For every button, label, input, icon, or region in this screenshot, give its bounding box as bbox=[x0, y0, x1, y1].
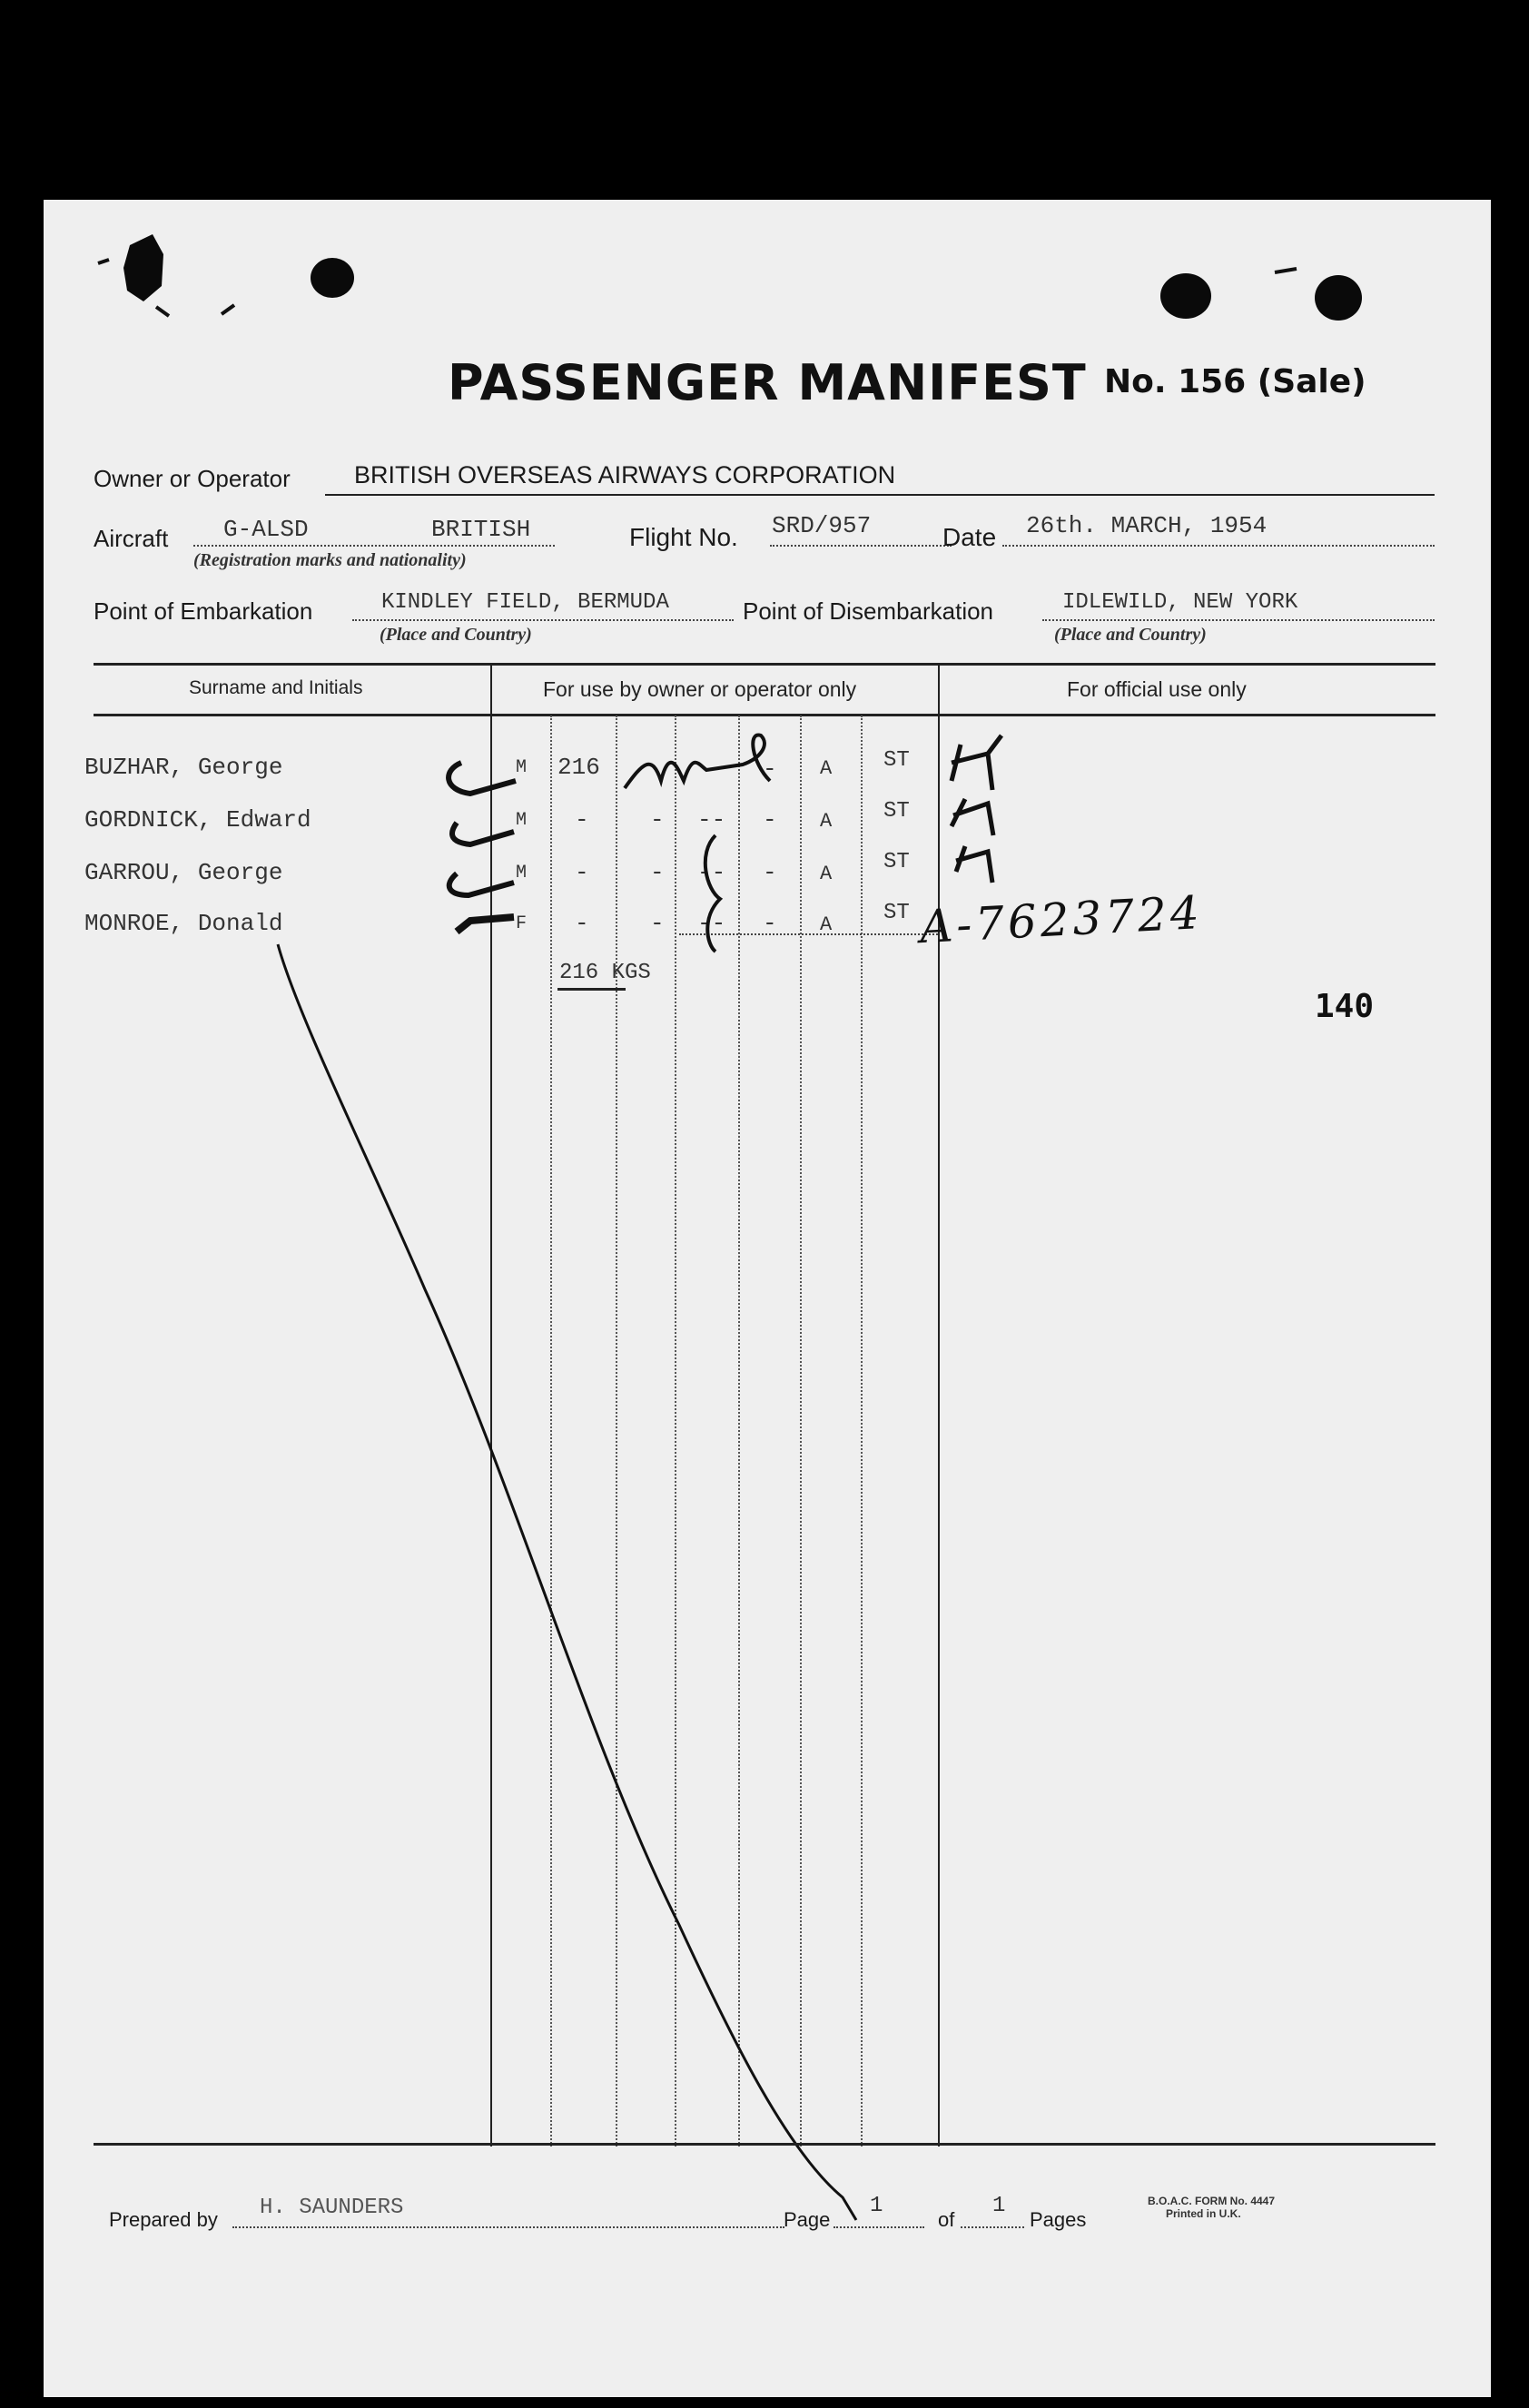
flight-number: SRD/957 bbox=[772, 512, 872, 539]
form-number: B.O.A.C. FORM No. 4447 bbox=[1148, 2195, 1276, 2207]
page-total-underline bbox=[961, 2226, 1024, 2228]
passenger-name: BUZHAR, George bbox=[84, 754, 283, 781]
handwritten-brace bbox=[705, 835, 720, 952]
handwritten-scribble bbox=[625, 735, 770, 788]
passenger-status: A bbox=[820, 913, 833, 936]
document-title: PASSENGER MANIFEST bbox=[448, 354, 1087, 411]
stamp-number: 140 bbox=[1315, 988, 1375, 1025]
passenger-weight: 216 bbox=[557, 754, 600, 781]
handwritten-marks bbox=[44, 200, 1491, 2397]
column-header-official-use: For official use only bbox=[1067, 677, 1247, 701]
passenger-weight: - bbox=[575, 806, 589, 834]
passenger-sex: F bbox=[516, 913, 528, 934]
check-mark bbox=[449, 873, 514, 895]
page-label: Page bbox=[784, 2208, 831, 2231]
passenger-weight: - bbox=[575, 910, 589, 937]
passenger-status: A bbox=[820, 863, 833, 885]
column-header-owner-use: For use by owner or operator only bbox=[543, 677, 857, 701]
manifest-document bbox=[44, 200, 1491, 2397]
disembarkation-value: IDLEWILD, NEW YORK bbox=[1062, 590, 1298, 615]
handwritten-official-note: A-7623724 bbox=[918, 885, 1204, 954]
check-mark bbox=[449, 763, 516, 794]
manifest-number: No. 156 (Sale) bbox=[1104, 363, 1366, 400]
embarkation-value: KINDLEY FIELD, BERMUDA bbox=[381, 590, 669, 615]
column-header-surname: Surname and Initials bbox=[189, 677, 363, 698]
passenger-col4: -- bbox=[697, 806, 726, 834]
passenger-type: ST bbox=[883, 901, 910, 925]
handwritten-initials bbox=[952, 799, 993, 835]
date-label: Date bbox=[942, 523, 997, 551]
embarkation-caption: (Place and Country) bbox=[380, 625, 532, 645]
prepared-by-value: H. SAUNDERS bbox=[260, 2196, 404, 2220]
passenger-col5: - bbox=[763, 859, 777, 886]
disembarkation-caption: (Place and Country) bbox=[1054, 625, 1207, 645]
handwritten-initials bbox=[952, 735, 1001, 790]
passenger-name: GORDNICK, Edward bbox=[84, 806, 311, 834]
passenger-sex: M bbox=[516, 863, 528, 883]
passenger-weight: - bbox=[575, 859, 589, 886]
passenger-type: ST bbox=[883, 799, 910, 824]
owner-label: Owner or Operator bbox=[94, 465, 291, 492]
passenger-name: MONROE, Donald bbox=[84, 910, 283, 937]
passenger-type: ST bbox=[883, 748, 910, 773]
check-mark bbox=[452, 823, 514, 844]
pages-label: Pages bbox=[1030, 2208, 1087, 2231]
passenger-col4: -- bbox=[697, 859, 726, 886]
passenger-status: A bbox=[820, 757, 833, 780]
date-value: 26th. MARCH, 1954 bbox=[1026, 512, 1268, 539]
handwritten-initials bbox=[956, 846, 992, 883]
prepared-by-label: Prepared by bbox=[109, 2208, 218, 2231]
aircraft-label: Aircraft bbox=[94, 525, 169, 552]
passenger-col3: - bbox=[650, 910, 665, 937]
passenger-col5: - bbox=[763, 806, 777, 834]
footer-rule bbox=[94, 2143, 1435, 2146]
page-current: 1 bbox=[870, 2194, 883, 2218]
aircraft-caption: (Registration marks and nationality) bbox=[193, 550, 467, 570]
passenger-sex: M bbox=[516, 810, 528, 831]
form-printed: Printed in U.K. bbox=[1166, 2207, 1241, 2220]
passenger-name: GARROU, George bbox=[84, 859, 283, 886]
disembarkation-label: Point of Disembarkation bbox=[743, 597, 994, 625]
passenger-type: ST bbox=[883, 850, 910, 874]
passenger-sex: M bbox=[516, 757, 528, 778]
page-total: 1 bbox=[992, 2194, 1006, 2218]
flight-label: Flight No. bbox=[629, 523, 738, 551]
check-mark bbox=[457, 917, 514, 932]
handwritten-diagonal-line bbox=[278, 944, 856, 2220]
passenger-col5: - bbox=[763, 755, 777, 783]
of-label: of bbox=[938, 2208, 955, 2231]
passenger-status: A bbox=[820, 810, 833, 833]
passenger-col3: - bbox=[650, 859, 665, 886]
passenger-col4: -- bbox=[697, 910, 726, 937]
owner-value: BRITISH OVERSEAS AIRWAYS CORPORATION bbox=[354, 461, 896, 489]
aircraft-nationality: BRITISH bbox=[431, 516, 531, 543]
passenger-col3: - bbox=[650, 806, 665, 834]
total-weight: 216 KGS bbox=[559, 961, 651, 985]
aircraft-registration: G-ALSD bbox=[223, 516, 309, 543]
passenger-col5: - bbox=[763, 910, 777, 937]
prepared-by-underline bbox=[232, 2226, 784, 2228]
embarkation-label: Point of Embarkation bbox=[94, 597, 313, 625]
page-current-underline bbox=[834, 2226, 924, 2228]
